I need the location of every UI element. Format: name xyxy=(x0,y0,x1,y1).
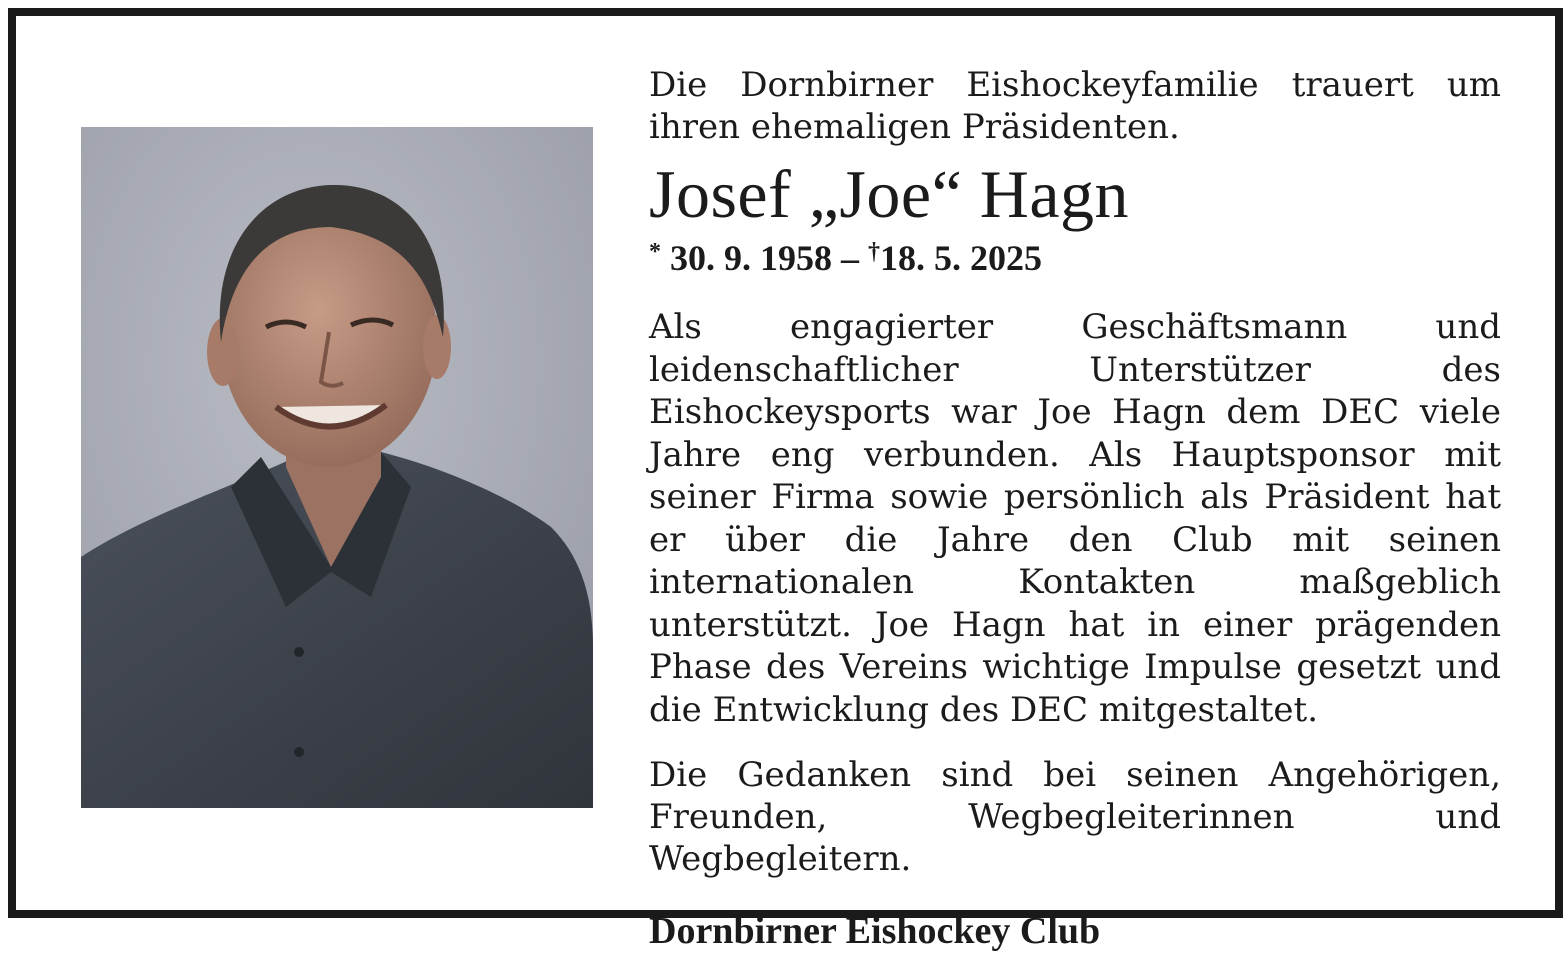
intro-text: Die Dornbirner Eishockeyfamilie trauert um ihren ehemaligen Präsidenten. xyxy=(649,65,1501,147)
deceased-name: Josef „Joe“ Hagn xyxy=(649,156,1130,232)
condolence-text: Die Gedanken sind bei seinen Angehörigen, Freunden, Wegbegleiterinnen und Wegbegleitern. xyxy=(649,755,1501,879)
birth-symbol: * xyxy=(649,239,661,265)
death-symbol: † xyxy=(868,239,880,265)
death-date: 18. 5. 2025 xyxy=(880,238,1042,278)
date-separator: – xyxy=(841,238,859,278)
club-signature: Dornbirner Eishockey Club xyxy=(649,910,1101,952)
tribute-text: Als engagierter Geschäftsmann und leidenschaftlicher Unterstützer des Eishockeysports war Joe Hagn dem DEC viele Jahre eng verbunden. Als Hauptsponsor mit seiner Firma sowie persönlich als Präsident hat er über die Jahre den Club mit seinen internationalen Kontakten maßgeblich unterstützt. Joe Hagn hat in einer prägenden Phase des Vereins wichtige Impulse gesetzt und die Entwicklung des DEC mitgestaltet. xyxy=(649,307,1501,730)
life-dates xyxy=(649,232,1501,278)
birth-date: 30. 9. 1958 xyxy=(670,238,832,278)
notice-text-column xyxy=(649,64,1501,953)
obituary-notice xyxy=(8,8,1563,952)
portrait-photo xyxy=(81,127,593,808)
